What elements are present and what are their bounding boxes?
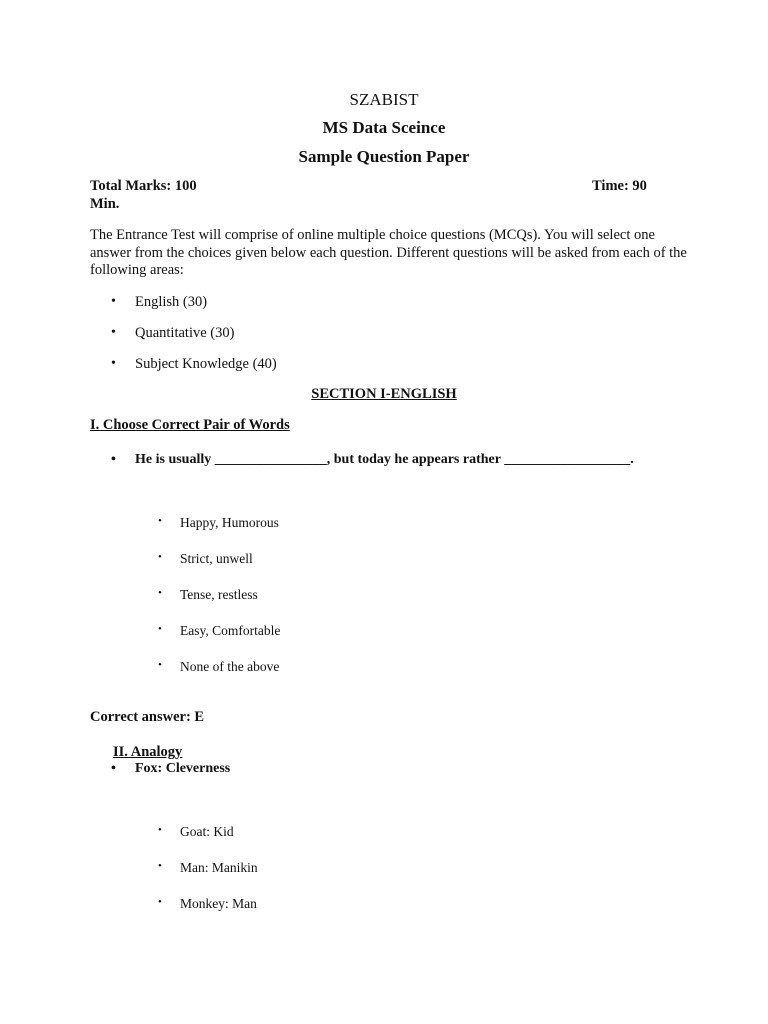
option-item: Easy, Comfortable	[180, 623, 281, 638]
part1-heading: I. Choose Correct Pair of Words	[90, 417, 290, 433]
time-unit: Min.	[90, 196, 120, 212]
total-marks: Total Marks: 100	[90, 178, 197, 194]
option-item: None of the above	[180, 659, 280, 674]
time-limit: Time: 90	[592, 178, 647, 194]
option-item: Happy, Humorous	[180, 515, 279, 530]
institution-name: SZABIST	[349, 90, 419, 109]
question-paper-page: SZABIST MS Data Sceince Sample Question Paper Total Marks: 100 Time: 90 Min. The Entrance Test will comprise of online multiple choice questions (MCQs). You will select one answer from the choices given below each question. Different questions will be asked from each of the following areas: • English (30) • Quantitative (30) • Subject Knowledge (40) SECTION I-ENGLISH I. Choose Correct Pair of Words • He is usually ________________, but today he appears rather __________________. • Happy, Humorous • Strict, unwell • Tense, restless • Easy, Comfortable • None of the above Correct answer: E II. Analogy • Fox: Cleverness • Goat: Kid • Man: Manikin • Monkey: Man	[0, 0, 768, 1024]
area-item: Quantitative (30)	[135, 325, 235, 341]
area-item: English (30)	[135, 294, 208, 310]
area-item: Subject Knowledge (40)	[135, 356, 277, 372]
paper-title: Sample Question Paper	[298, 147, 470, 166]
part2-question: Fox: Cleverness	[135, 761, 231, 776]
program-title: MS Data Sceince	[322, 118, 446, 137]
option-item: Monkey: Man	[180, 896, 257, 911]
intro-paragraph: The Entrance Test will comprise of online multiple choice questions (MCQs). You will select one answer from the choices given below each question. Different questions will be asked from each of the following areas:	[90, 227, 687, 278]
part2-heading: II. Analogy	[113, 744, 183, 760]
option-item: Strict, unwell	[180, 551, 253, 566]
correct-answer: Correct answer: E	[90, 709, 205, 725]
option-item: Tense, restless	[180, 587, 258, 602]
option-item: Man: Manikin	[180, 860, 258, 875]
option-item: Goat: Kid	[180, 824, 234, 839]
section-title: SECTION I-ENGLISH	[311, 386, 457, 402]
part1-question: He is usually ________________, but today he appears rather __________________.	[135, 452, 634, 467]
